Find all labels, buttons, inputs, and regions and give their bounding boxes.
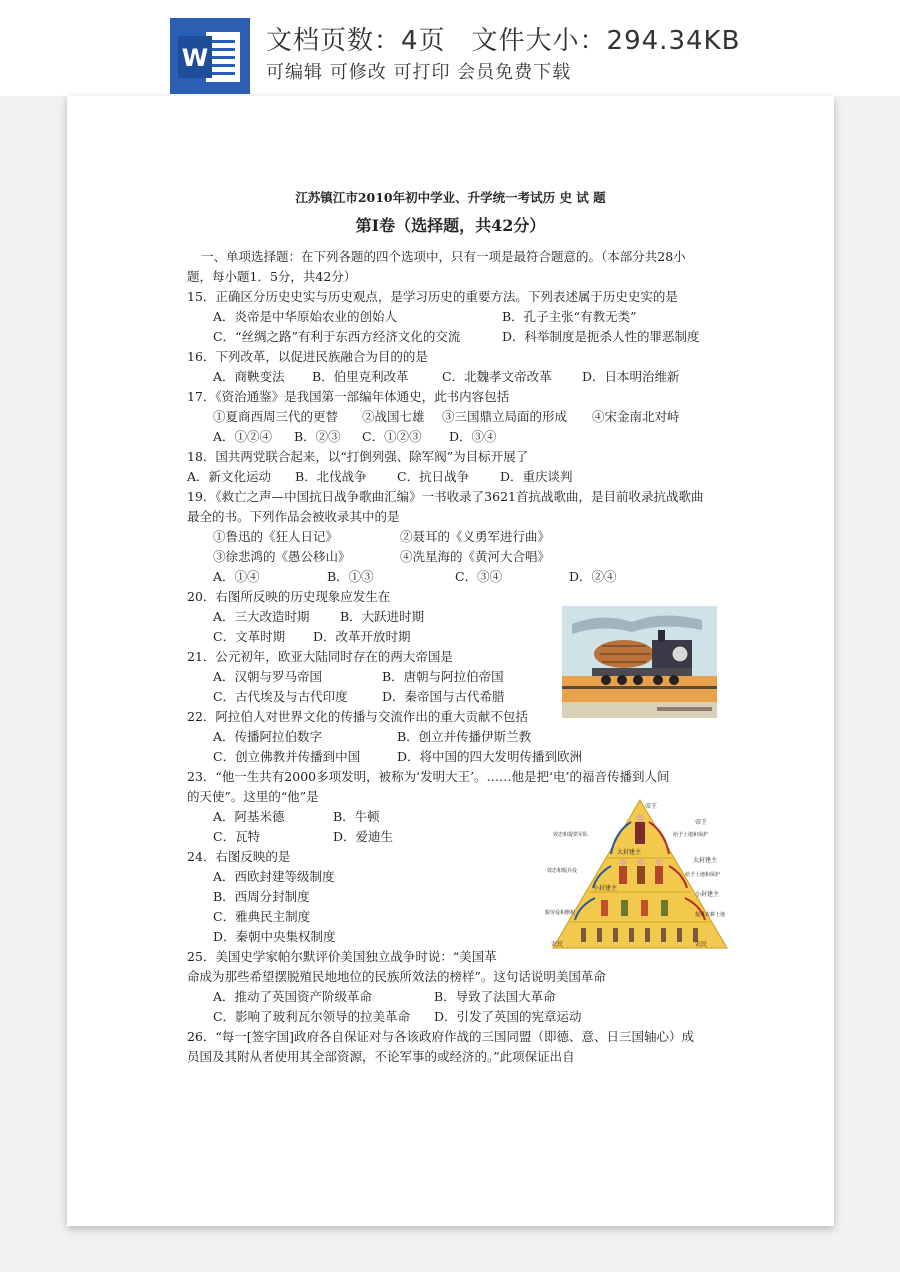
option: B．西周分封制度: [213, 889, 310, 904]
option: C．瓦特: [213, 829, 261, 844]
feudal-hierarchy-diagram: [545, 796, 735, 953]
option: A．①④: [213, 569, 260, 584]
option: B．孔子主张“有教无类”: [502, 309, 637, 324]
option: D．引发了英国的宪章运动: [434, 1009, 582, 1024]
option: A．新文化运动: [187, 469, 272, 484]
option: C．文革时期: [213, 629, 286, 644]
option: A．商鞅变法: [213, 369, 285, 384]
question-20: 20．右图所反映的历史现象应发生在: [187, 589, 391, 604]
statement: ③三国鼎立局面的形成: [442, 409, 568, 424]
statement: ②聂耳的《义勇军进行曲》: [400, 529, 551, 544]
question-23: 23．“他一生共有2000多项发明，被称为‘发明大王’。……他是把‘电’的福音传播到人间: [187, 769, 670, 784]
tier-label-great-lord: 大封建主: [617, 849, 642, 856]
option: B．①③: [327, 569, 374, 584]
feature-list: 可编辑 可修改 可打印 会员免费下载: [266, 62, 572, 83]
svg-text:W: W: [181, 44, 209, 72]
statement: ①鲁迅的《狂人日记》: [213, 529, 339, 544]
option: A．阿基米德: [213, 809, 285, 824]
exam-paper: [67, 96, 834, 1226]
relation-label: 服劳役和缴租: [545, 910, 576, 916]
question-23-cont: 的天使”。这里的“他”是: [187, 789, 319, 804]
option: D．重庆谈判: [500, 469, 573, 484]
option: D．秦帝国与古代希腊: [382, 689, 505, 704]
statement: ①夏商西周三代的更替: [213, 409, 339, 424]
option: D．爱迪生: [333, 829, 394, 844]
question-17: 17．《资治通鉴》是我国第一部编年体通史，此书内容包括: [187, 389, 510, 404]
word-document-icon: [170, 18, 250, 94]
tier-label-great-lord-right: 大封建主: [693, 857, 718, 864]
option: A．传播阿拉伯数字: [213, 729, 323, 744]
question-24: 24．右图反映的是: [187, 849, 291, 864]
option: A．炎帝是中华原始农业的创始人: [213, 309, 398, 324]
option: B．牛顿: [333, 809, 380, 824]
option: A．①②④: [213, 429, 273, 444]
option: D．③④: [449, 429, 497, 444]
option: B．唐朝与阿拉伯帝国: [382, 669, 504, 684]
statement: ②战国七雄: [362, 409, 425, 424]
option: B．伯里克利改革: [312, 369, 409, 384]
question-18: 18．国共两党联合起来，以“打倒列强、除军阀”为目标开展了: [187, 449, 529, 464]
tier-label-small-lord-right: 小封建主: [695, 891, 720, 898]
option: C．雅典民主制度: [213, 909, 311, 924]
section-title: 第Ⅰ卷（选择题，共42分）: [355, 216, 546, 235]
page-count: 文档页数：4页: [266, 26, 446, 56]
option: D．改革开放时期: [313, 629, 411, 644]
option: C．③④: [455, 569, 503, 584]
option: C．影响了玻利瓦尔领导的拉美革命: [213, 1009, 411, 1024]
option: C．北魏孝文帝改革: [442, 369, 552, 384]
tier-label-king-right: 帝王: [695, 819, 708, 826]
option: A．西欧封建等级制度: [213, 869, 335, 884]
question-26: 26．“每一[签字国]政府各自保证对与各该政府作战的三国同盟（即德、意、日三国轴心）成: [187, 1029, 695, 1044]
relation-label: 给予土地和保护: [685, 872, 721, 878]
question-25-cont: 命成为那些希望摆脱殖民地地位的民族所效法的榜样”。这句话说明美国革命: [187, 969, 606, 984]
tier-label-peasant-right: 农民: [695, 941, 708, 948]
exam-title: 江苏镇江市2010年初中学业、升学统一考试历 史 试 题: [295, 190, 606, 205]
intro-line-1: 一、单项选择题：在下列各题的四个选项中，只有一项是最符合题意的。（本部分共28小: [201, 249, 686, 264]
intro-line-2: 题，每小题1．5分，共42分）: [187, 269, 357, 284]
relation-label: 效忠和服兵役: [547, 868, 578, 874]
option: B．大跃进时期: [340, 609, 425, 624]
option: A．三大改造时期: [213, 609, 310, 624]
option: B．北伐战争: [295, 469, 367, 484]
option: B．导致了法国大革命: [434, 989, 556, 1004]
option: D．秦朝中央集权制度: [213, 929, 336, 944]
option: B．创立并传播伊斯兰教: [397, 729, 532, 744]
download-banner: [0, 0, 900, 96]
great-leap-poster-image: [562, 606, 717, 718]
relation-label: 提供农耕土地: [695, 912, 726, 918]
question-22: 22．阿拉伯人对世界文化的传播与交流作出的重大贡献不包括: [187, 709, 528, 724]
question-26-cont: 员国及其附从者使用其全部资源，不论军事的或经济的。”此项保证出自: [187, 1049, 575, 1064]
option: A．推动了英国资产阶级革命: [213, 989, 373, 1004]
option: D．②④: [569, 569, 617, 584]
statement: ③徐悲鸿的《愚公移山》: [213, 549, 351, 564]
option: C．创立佛教并传播到中国: [213, 749, 361, 764]
option: C．①②③: [362, 429, 422, 444]
option: B．②③: [294, 429, 341, 444]
file-size: 文件大小：294.34KB: [471, 26, 741, 56]
file-info: [266, 20, 740, 57]
option: D．科举制度是扼杀人性的罪恶制度: [502, 329, 700, 344]
option: C．抗日战争: [397, 469, 470, 484]
question-21: 21．公元初年，欧亚大陆同时存在的两大帝国是: [187, 649, 453, 664]
option: C．“丝绸之路”有利于东西方经济文化的交流: [213, 329, 461, 344]
question-19: 19．《救亡之声—中国抗日战争歌曲汇编》一书收录了3621首抗战歌曲，是目前收录抗战歌曲: [187, 489, 704, 504]
question-16: 16．下列改革，以促进民族融合为目的的是: [187, 349, 428, 364]
question-19-cont: 最全的书。下列作品会被收录其中的是: [187, 509, 400, 524]
option: D．日本明治维新: [582, 369, 680, 384]
tier-label-small-lord: 小封建主: [593, 885, 618, 892]
option: D．将中国的四大发明传播到欧洲: [397, 749, 583, 764]
tier-label-king: 帝王: [645, 803, 658, 810]
option: C．古代埃及与古代印度: [213, 689, 348, 704]
question-25: 25．美国史学家帕尔默评价美国独立战争时说：“美国革: [187, 949, 497, 964]
relation-label: 给予土地和保护: [673, 832, 709, 838]
relation-label: 效忠和提供军队: [553, 832, 589, 838]
statement: ④宋金南北对峙: [592, 409, 680, 424]
question-15: 15．正确区分历史史实与历史观点，是学习历史的重要方法。下列表述属于历史史实的是: [187, 289, 678, 304]
option: A．汉朝与罗马帝国: [213, 669, 323, 684]
tier-label-peasant: 农民: [551, 941, 564, 948]
statement: ④冼星海的《黄河大合唱》: [400, 549, 551, 564]
